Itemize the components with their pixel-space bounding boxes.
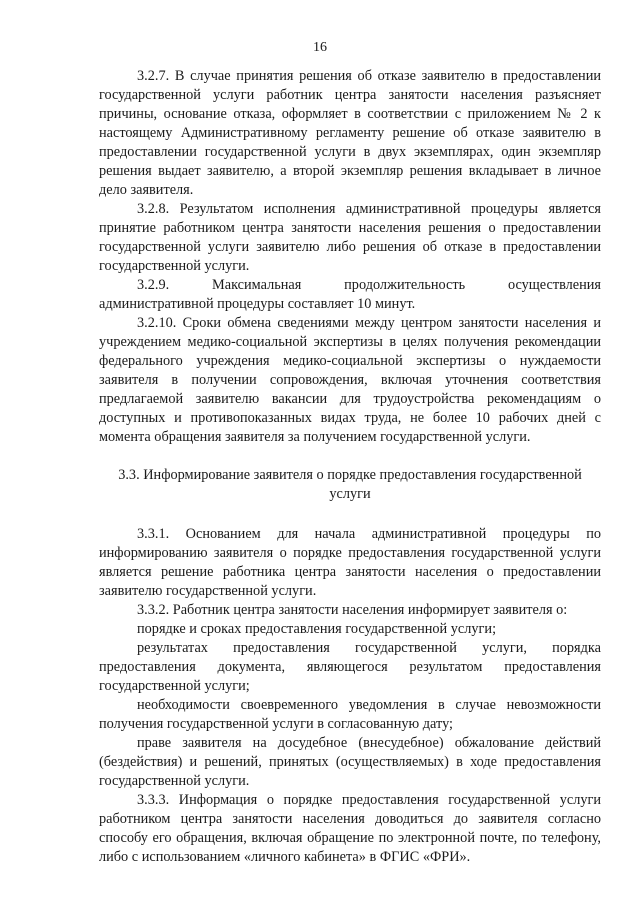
paragraph-3-2-10: 3.2.10. Сроки обмена сведениями между центром занятости населения и учреждением медико-социальной экспертизы в целях получения рекомендации федерального учреждения медико-социальной экспертизы о нуждаемости заявителя в получении сопровождения, включая уточнения соответствия предлагаемой заявителю вакансии для трудоустройства рекомендациям о доступных и противопоказанных видах труда, не более 10 рабочих дней с момента обращения заявителя за получением государственной услуги.: [99, 315, 601, 445]
paragraph-3-2-9: 3.2.9. Максимальная продолжительность осуществления административной процедуры составляет 10 минут.: [99, 277, 601, 312]
list-item-notification: необходимости своевременного уведомления в случае невозможности получения государственной услуги в согласованную дату;: [99, 697, 601, 732]
paragraph-3-2-7: 3.2.7. В случае принятия решения об отказе заявителю в предоставлении государственной услуги работник центра занятости населения разъясняет причины, основание отказа, оформляет в соответствии с приложением № 2 к настоящему Административному регламенту решение об отказе заявителю в предоставлении государственной услуги в двух экземплярах, один экземпляр решения выдает заявителю, а второй экземпляр решения вкладывает в личное дело заявителя.: [99, 68, 601, 198]
section-heading-3-3: 3.3. Информирование заявителя о порядке предоставления государственной услуги: [118, 467, 582, 502]
paragraph-3-3-3: 3.3.3. Информация о порядке предоставления государственной услуги работником центра занятости населения доводиться до заявителя согласно способу его обращения, включая обращение по электронной почте, по телефону, либо с использованием «личного кабинета» в ФГИС «ФРИ».: [99, 792, 601, 865]
paragraph-3-3-2: 3.3.2. Работник центра занятости населения информирует заявителя о:: [137, 602, 568, 618]
document-body: [99, 67, 601, 867]
list-item-appeal-right: праве заявителя на досудебное (внесудебное) обжалование действий (бездействия) и решений, принятых (осуществляемых) в ходе предоставления государственной услуги.: [99, 735, 601, 789]
paragraph-3-2-8: 3.2.8. Результатом исполнения административной процедуры является принятие работником центра занятости населения решения о предоставлении государственной услуги заявителю либо решения об отказе в предоставлении государственной услуги.: [99, 201, 601, 274]
list-item-terms: порядке и сроках предоставления государственной услуги;: [137, 621, 497, 637]
page-number: 16: [313, 40, 327, 55]
list-item-results: результатах предоставления государственной услуги, порядка предоставления документа, являющегося результатом предоставления государственной услуги;: [99, 640, 601, 694]
paragraph-3-3-1: 3.3.1. Основанием для начала административной процедуры по информированию заявителя о порядке предоставления государственной услуги является решение работника центра занятости населения о предоставлении заявителю государственной услуги.: [99, 526, 601, 599]
